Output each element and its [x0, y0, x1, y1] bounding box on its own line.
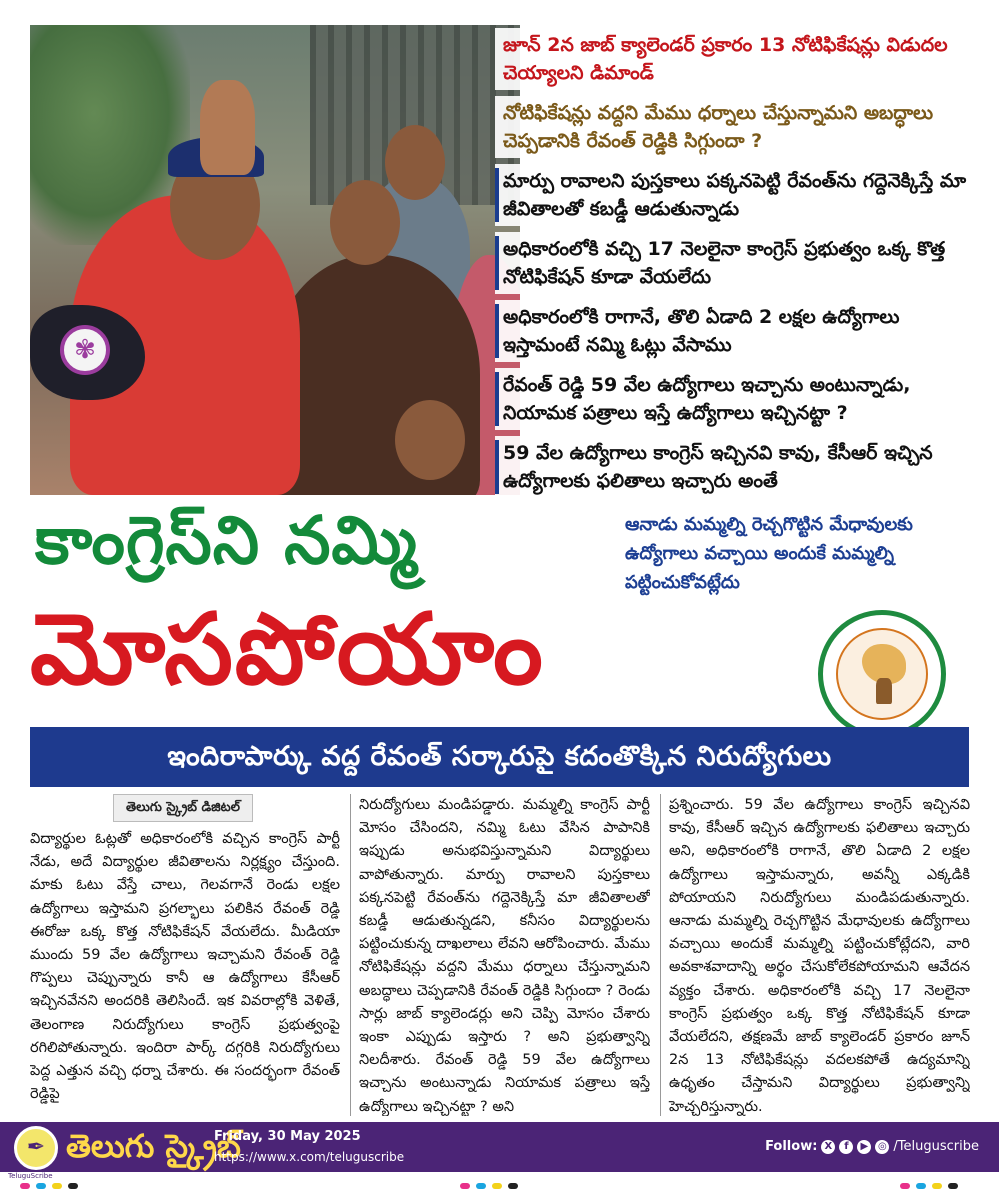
sub-headline-banner: ఇందిరాపార్కు వద్ద రేవంత్ సర్కారుపై కదంతొక్కిన నిరుద్యోగులు — [30, 727, 969, 787]
claim-item: అధికారంలోకి వచ్చి 17 నెలలైనా కాంగ్రెస్ ప్రభుత్వం ఒక్క కొత్త నోటిఫికేషన్ కూడా వేయలేదు — [495, 232, 975, 294]
instagram-icon[interactable]: ◎ — [875, 1140, 889, 1154]
x-icon[interactable]: X — [821, 1140, 835, 1154]
claims-list — [495, 28, 975, 504]
footer-url[interactable]: https://www.x.com/teluguscribe — [214, 1150, 405, 1164]
registration-marks — [900, 1183, 958, 1189]
follow-label: Follow: — [765, 1139, 818, 1154]
claim-item: జూన్ 2న జాబ్ క్యాలెండర్ ప్రకారం 13 నోటిఫికేషన్లు విడుదల చెయ్యాలని డిమాండ్ — [495, 28, 975, 90]
footer-brand: తెలుగు స్క్రైబ్ — [66, 1127, 241, 1165]
footer — [0, 1122, 999, 1172]
facebook-icon[interactable]: f — [839, 1140, 853, 1154]
registration-marks — [20, 1183, 78, 1189]
logo-caption: TeluguScribe — [8, 1172, 53, 1180]
registration-marks — [460, 1183, 518, 1189]
claim-item: నోటిఫికేషన్లు వద్దని మేము ధర్నాలు చేస్తున్నామని అబద్ధాలు చెప్పడానికి రేవంత్ రెడ్డికి సిగ్గుందా ? — [495, 96, 975, 158]
protest-photo — [30, 25, 520, 495]
headline-line-2: మోసపోయాం — [30, 593, 545, 707]
tspsc-seal-icon — [818, 610, 946, 738]
social-handle[interactable]: /Teluguscribe — [893, 1139, 979, 1154]
telugu-scribe-logo-icon: ✒ — [14, 1126, 58, 1170]
youtube-icon[interactable]: ▶ — [857, 1140, 871, 1154]
publish-date: Friday, 30 May 2025 — [214, 1129, 361, 1144]
channel-logo-icon: ✾ — [60, 325, 110, 375]
article-column-3: ప్రశ్నించారు. 59 వేల ఉద్యోగాలు కాంగ్రెస్ ఇచ్చినవి కావు, కేసీఆర్ ఇచ్చిన ఉద్యోగాలకు ఫలితాలు ఇచ్చారు అని, అధికారంలోకి రాగానే, తొలి ఏడాది 2 లక్షల ఉద్యోగాలు ఇస్తామన్నారు, అవన్నీ ఎక్కడికి పోయాయని నిరుద్యోగులు మండిపడుతున్నారు. ఆనాడు మమ్మల్ని రెచ్చగొట్టిన మేధావులకు ఉద్యోగాలు వచ్చాయి అందుకే మమ్మల్ని పట్టించుకోట్లేదని, వారి అవకాశవాదాన్ని అర్థం చేసుకోలేకపోయామని ఆవేదన వ్యక్తం చేశారు. అధికారంలోకి వచ్చి 17 నెలలైనా కాంగ్రెస్ ప్రభుత్వం ఒక్క కొత్త నోటిఫికేషన్ కూడా వేయలేదని, తక్షణమే జాబ్ క్యాలెండర్ ప్రకారం జూన్ 2న 13 నోటిఫికేషన్లు వదలకపోతే ఉద్యమాన్ని ఉధృతం చేస్తామని విద్యార్థులు ప్రభుత్వాన్ని హెచ్చరిస్తున్నారు. — [660, 794, 970, 1116]
byline: తెలుగు స్క్రైబ్ డిజిటల్ — [113, 794, 253, 822]
claim-item: మార్పు రావాలని పుస్తకాలు పక్కనపెట్టి రేవంత్‌ను గద్దెనెక్కిస్తే మా జీవితాలతో కబడ్డీ ఆడుతున్నాడు — [495, 164, 975, 226]
side-note: ఆనాడు మమ్మల్ని రెచ్చగొట్టిన మేధావులకు ఉద్యోగాలు వచ్చాయి అందుకే మమ్మల్ని పట్టించుకోవట్లేదు — [625, 514, 913, 593]
claim-item: రేవంత్ రెడ్డి 59 వేల ఉద్యోగాలు ఇచ్చాను అంటున్నాడు, నియామక పత్రాలు ఇస్తే ఉద్యోగాలు ఇచ్చినట్టా ? — [495, 368, 975, 430]
follow-links — [765, 1137, 979, 1157]
claim-item: అధికారంలోకి రాగానే, తొలి ఏడాది 2 లక్షల ఉద్యోగాలు ఇస్తామంటే నమ్మి ఓట్లు వేసాము — [495, 300, 975, 362]
article-column-1: విద్యార్థుల ఓట్లతో అధికారంలోకి వచ్చిన కాంగ్రెస్ పార్టీ నేడు, అదే విద్యార్థుల జీవితాలను నిర్లక్ష్యం చేస్తుంది. మాకు ఓటు వేస్తే చాలు, గెలవగానే రెండు లక్షల ఉద్యోగాలు ఇస్తామని ప్రగల్భాలు పలికిన రేవంత్ రెడ్డి ఈరోజు ఒక్క కొత్త నోటిఫికేషన్ వేయలేదు. మీడియా ముందు 59 వేల ఉద్యోగాలు ఇచ్చామని రేవంత్ రెడ్డి గొప్పలు చెప్పున్నారు కానీ ఆ ఉద్యోగాలు కేసీఆర్ ఇచ్చినవేనని అందరికి తెలిసిందే. ఇక వివరాల్లోకి వెళితే, తెలంగాణ నిరుద్యోగులు కాంగ్రెస్ ప్రభుత్వంపై రగిలిపోతున్నారు. ఇందిరా పార్క్ దగ్గరికి నిరుద్యోగులు పెద్ద ఎత్తున వచ్చి ధర్నా చేశారు. ఈ సందర్భంగా రేవంత్ రెడ్డిపై — [30, 831, 340, 1103]
headline-line-1: కాంగ్రెస్‌ని నమ్మి — [35, 502, 418, 579]
article-column-2: నిరుద్యోగులు మండిపడ్డారు. మమ్మల్ని కాంగ్రెస్ పార్టీ మోసం చేసిందని, నమ్మి ఓటు వేసిన పాపానికి ఇప్పుడు అనుభవిస్తున్నామని విద్యార్థులు వాపోతున్నారు. మార్పు రావాలని పుస్తకాలు పక్కనపెట్టి రేవంత్‌ను గద్దెనెక్కిస్తే మా జీవితాలతో కబడ్డీ ఆడుతున్నడని, కనీసం విద్యార్థులను పట్టించుకున్న దాఖలాలు లేవని ఆరోపించారు. మేము నోటిఫికేషన్లు వద్దని మేము ధర్నాలు చేస్తున్నామని అబద్ధాలు చెప్పడానికి రేవంత్ రెడ్డికి సిగ్గుందా ? రెండు సార్లు జాబ్ క్యాలెండర్లు అని చెప్పి మోసం చేశారు ఇంకా ఎప్పుడు ఇస్తారు ? అని ప్రభుత్వాన్ని నిలదీశారు. రేవంత్ రెడ్డి 59 వేల ఉద్యోగాలు ఇచ్చాను అంటున్నాడు నియామక పత్రాలు ఇస్తే ఉద్యోగాలు ఇచ్చినట్టా ? అని — [350, 794, 650, 1116]
claim-item: 59 వేల ఉద్యోగాలు కాంగ్రెస్ ఇచ్చినవి కావు, కేసీఆర్ ఇచ్చిన ఉద్యోగాలకు ఫలితాలు ఇచ్చారు అంతే — [495, 436, 975, 498]
